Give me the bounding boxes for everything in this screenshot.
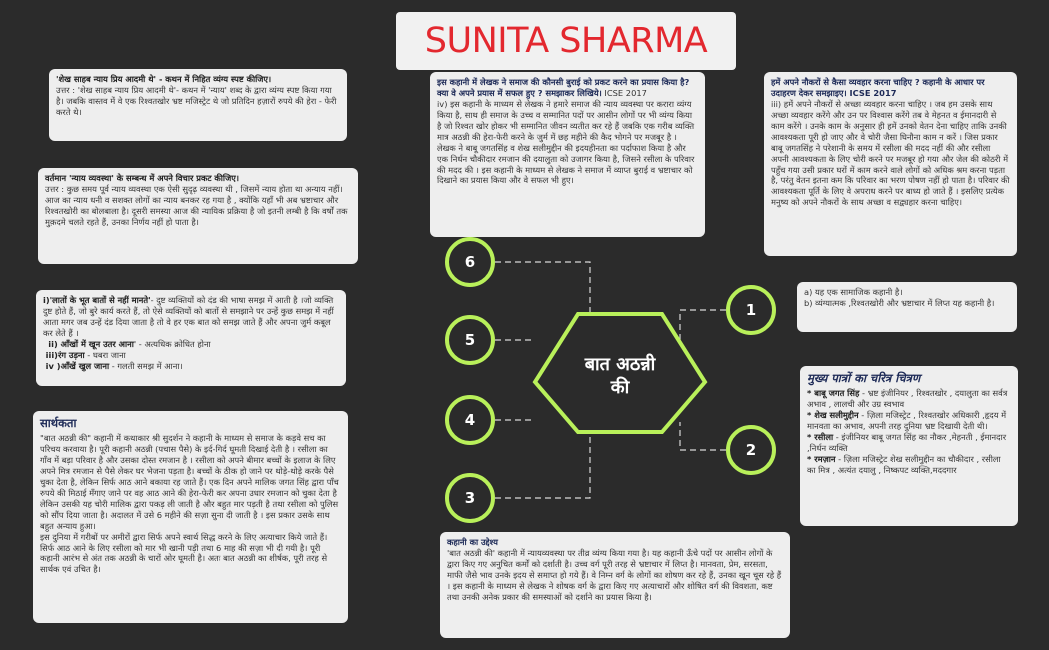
connector-1 [680, 310, 726, 340]
servants-tag: ICSE 2017 [846, 87, 897, 98]
characters-heading: मुख्य पात्रों का चरित्र चित्रण [807, 371, 921, 385]
satire-question-card [49, 69, 347, 141]
significance-text-2: इस दुनिया में गरीबों पर अमीरों द्वारा सिर्फ अपने स्वार्थ सिद्ध करने के लिए अत्याचार किये जाते हैं। सिर्फ आठ आने के लिए रसीला को मार भी खानी पड़ी तथा 6 माह की सज़ा भी दी गयी है। पूरी कहानी आरंभ से अंत तक अठन्नी के चारों ओर घूमती है। अतः बात अठन्नी का शीर्षक, पूरी तरह से सार्थक एवं उचित है। [40, 531, 328, 575]
node-6: 6 [445, 237, 495, 287]
connector-3 [495, 430, 590, 498]
justice-question-heading: वर्तमान 'न्याय व्यवस्था' के सम्बन्ध में अपने विचार प्रकट कीजिए। [45, 173, 239, 183]
purpose-heading: कहानी का उद्देश्य [447, 537, 498, 547]
servants-card [764, 72, 1017, 256]
servants-text: iii) हमें अपने नौकरों से अच्छा व्यवहार करना चाहिए । जब हम उसके साथ अच्छा व्यवहार करेंगे और उन पर विश्वास करेंगे तब वे मेहनत व ईमानदारी से काम करेंगे । उनके काम के अनुसार ही हमें उनको वेतन देना चाहिए ताकि उनकी आवश्यकता पूरी हो जाए और वे चोरी जैसा घिनौना काम न करें । जिस प्रकार बाबू जगतसिंह ने परेशानी के समय में रसीला की मदद नहीं की और रसीला अपनी आवश्यकता के लिए चोरी करने पर मजबूर हो गया और जेल की कोठरी में पहुँच गया उसी प्रकार घरों में काम करने वाले लोगों को अधिक श्रम करना पड़ता है, परंतु वेतन इतना कम कि परिवार का भरण पोषण नहीं हो पाता है। परिवार की आवश्यकता पूर्ति के लिए वे अपराध करने पर बाध्य हो जाते हैं । इसलिए प्रत्येक मनुष्य को अपने नौकरों के साथ अच्छा व सद्व्यहार करना चाहिए। [771, 98, 1010, 208]
satire-answer-text: उत्तर : 'शेख साहब न्याय प्रिय आदमी थे'- कथन में 'न्याय' शब्द के द्वारा व्यंग्य स्पष्ट किया गया है। जबकि वास्तव में वे एक रिश्वतखोर भ्रष्ट मजिस्ट्रेट थे जो प्रतिदिन हज़ारों रुपये की हेरा - फेरी करते थे। [56, 84, 337, 117]
social-evil-card [430, 72, 705, 237]
purpose-text: 'बात अठन्नी की' कहानी में न्यायव्यवस्था पर तीव्र व्यंग्य किया गया है। यह कहानी ऊँचे पदों पर आसीन लोगों के द्वारा किए गए अनुचित कर्मों को दर्शाती है। उच्च वर्ग पूरी तरह से भ्रष्टाचार में लिप्त है। मानवता, प्रेम, सरसता, माफी जैसे भाव उनके इदय से समाप्त हो गये हैं। वे निम्न वर्ग के लोगों का शोषण कर रहे हैं, उनका खून चूस रहे हैं । इस कहानी के माध्यम से लेखक ने शोषक वर्ग के द्वारा किए गए अत्याचारों और शोषित वर्ग की विवशता, कष्ट तथा उनकी अनेक प्रकार की समस्याओं को दर्शाने का प्रयास किया है। [447, 547, 782, 602]
idiom-4-meaning: - गलती समझ में आना। [109, 360, 183, 371]
idiom-2: ii) आँखों में खून उतर आना [48, 338, 134, 349]
justice-question-card [38, 168, 358, 264]
node-3: 3 [445, 473, 495, 523]
character-3-name: * रसीला [807, 431, 834, 442]
purpose-card [440, 532, 790, 638]
node-5: 5 [445, 315, 495, 365]
node-2: 2 [726, 425, 776, 475]
idiom-1: i)'लातों के भूत बातों से नहीं मानते' [43, 295, 151, 305]
node-4: 4 [445, 395, 495, 445]
node-1: 1 [726, 285, 776, 335]
social-evil-text: iv) इस कहानी के माध्यम से लेखक ने हमारे समाज की न्याय व्यवस्था पर करारा व्यंग्य किया है, साथ ही समाज के उच्च व सम्मानित पदों पर आसीन लोगों पर भी व्यंग्य किया है जो रिश्वत खोर होकर भी सम्मानित जीवन व्यतीत कर रहे हैं जबकि एक गरीब व्यक्ति मात्र अठन्नी की हेरा-फेरी करने के जुर्म में छह महीने की कैद भोगने पर मजबूर है । लेखक ने बाबू जगतसिंह व शेख सलीमुद्दीन की इदयहीनता का पर्दाफाश किया है और एक निर्धन चौकीदार रमजान की दयालुता को उजागर किया है, जिसने रसीला के परिवार की मदद की । इस कहानी के माध्यम से लेखक ने समाज में व्याप्त बुराई व भ्रष्टाचार को दिखाने का प्रयास किया और वे सफल भी हुए। [437, 98, 695, 186]
character-2-desc: - ज़िला मजिस्ट्रेट , रिश्वतखोर अधिकारी ,हृदय में मानवता का अभाव, अपनी तरह दुनिया भ्रष्ट दिखायी देती थी। [807, 410, 1007, 431]
characters-card [800, 366, 1018, 526]
story-type-line-b: b) व्यंग्यात्मक ,रिश्वतखोरी और भ्रष्टाचार में लिप्त यह कहानी है। [804, 297, 995, 308]
significance-card [33, 411, 348, 623]
idiom-3: iii)रंग उड़ना [45, 349, 85, 360]
idiom-4: iv )आँखें खुल जाना [45, 360, 110, 371]
satire-question-heading: 'शेख साहब न्याय प्रिय आदमी थे' - कथन में निहित व्यंग्य स्पष्ट कीजिए। [56, 74, 272, 84]
character-1-desc: - भ्रष्ट इंजीनियर , रिश्वतखोर , दयालुता का सर्वत्र अभाव , लालची और उग्र स्वभाव [807, 388, 1008, 410]
character-1-name: * बाबू जगत सिंह [807, 388, 860, 399]
servants-heading: हमें अपने नौकरों से कैसा व्यवहार करना चाहिए ? कहानी के आधार पर उदाहरण देकर समझाइए। [771, 77, 985, 98]
idiom-1-meaning: - दुष्ट व्यक्तियों को दंड की भाषा समझ में आती है ।जो व्यक्ति दुष्ट होते हैं, जो बुरे कार्य करते हैं, तो ऐसे व्यक्तियों को बातों से समझाने पर उन्हें कुछ समझ में नहीं आता मगर जब उन्हें दंड दिया जाता है तो वे हर एक बात को समझ जाते हैं और अपना जुर्म कबूल कर लेते हैं । [43, 295, 334, 338]
story-type-line-a: a) यह एक सामाजिक कहानी है। [804, 287, 903, 297]
page-title: SUNITA SHARMA [396, 12, 736, 70]
significance-heading: सार्थकता [40, 416, 77, 430]
character-2-name: * शेख सलीमुद्दीन [807, 410, 859, 421]
center-topic-line-2: की [610, 376, 630, 398]
character-4-desc: - ज़िला मजिस्ट्रेट शेख सलीमुद्दीन का चौकीदार , रसीला का मित्र , अत्यंत दयालु , निष्कपट व्यक्ति,मददगार [807, 453, 1001, 475]
social-evil-heading: इस कहानी में लेखक ने समाज की कौनसी बुराई को प्रकट करने का प्रयास किया है? क्या वे अपने प्रयास में सफल हुए ? समझाकर लिखिये। [437, 77, 690, 98]
center-topic [540, 354, 700, 399]
idiom-2-meaning: ' - अत्यधिक क्रोधित होना [133, 338, 211, 349]
social-evil-tag: ICSE 2017 [601, 87, 647, 98]
connector-2 [680, 422, 726, 450]
center-topic-line-1: बात अठन्नी [584, 354, 656, 375]
character-4-name: * रमज़ान [807, 453, 836, 464]
justice-answer-text: उत्तर : कुछ समय पूर्व न्याय व्यवस्था एक ऐसी सुदृढ़ व्यवस्था थी , जिसमें न्याय होता था अन्याय नहीं। आज का न्याय धनी व सशक्त लोगों का न्याय बनकर रह गया है , क्योंकि यहाँ भी अब भ्रष्टाचार और रिश्वतखोरी का बोलबाला है। दूसरी समस्या आज की न्यायिक प्रक्रिया है जो इतनी लम्बी है कि वर्षों तक मुक़दमे चलते रहते हैं, उनका निर्णय नहीं हो पाता है। [45, 183, 348, 227]
story-type-card [797, 282, 1017, 332]
character-3-desc: - इंजीनियर बाबू जगत सिंह का नौकर ,मेहनती , ईमानदार ,निर्धन व्यक्ति [807, 431, 1007, 453]
idioms-card [36, 290, 346, 386]
significance-text: "बात अठन्नी की" कहानी में कथाकार श्री सुदर्शन ने कहानी के माध्यम से समाज के कड़वे सच का परिचय करवाया है। पूरी कहानी अठन्नी (पचास पैसे) के इर्द-गिर्द घूमती दिखाई देती है । रसीला का गाँव में बड़ा परिवार है और उसका दोस्त रमजान है । रसीला को अपने बीमार बच्चों के इलाज के लिए अपने मित्र रमजान से पैसे लेकर घर भेजना पड़ता है। बच्चों के ठीक हो जाने पर थोड़े-थोड़े करके पैसे चुका देता है, लेकिन सिर्फ आठ आने बकाया रह जाते हैं। एक दिन अपने मालिक जगत सिंह द्वारा पाँच रुपये की मिठाई मँगाए जाने पर वह आठ आने की हेरा-फेरी कर अपना उधार रमजान को चुका देता है लेकिन उसकी यह चोरी मालिक द्वारा पकड़ ली जाती है और बहुत मार पड़ती है तथा रसीला को पुलिस को सौंप दिया जाता है। अदालत में उसे 6 महीने की सज़ा सुना दी जाती है । इस प्रकार उसके साथ बहुत अन्याय हुआ। [40, 433, 339, 531]
idiom-3-meaning: - घबरा जाना [84, 349, 126, 360]
